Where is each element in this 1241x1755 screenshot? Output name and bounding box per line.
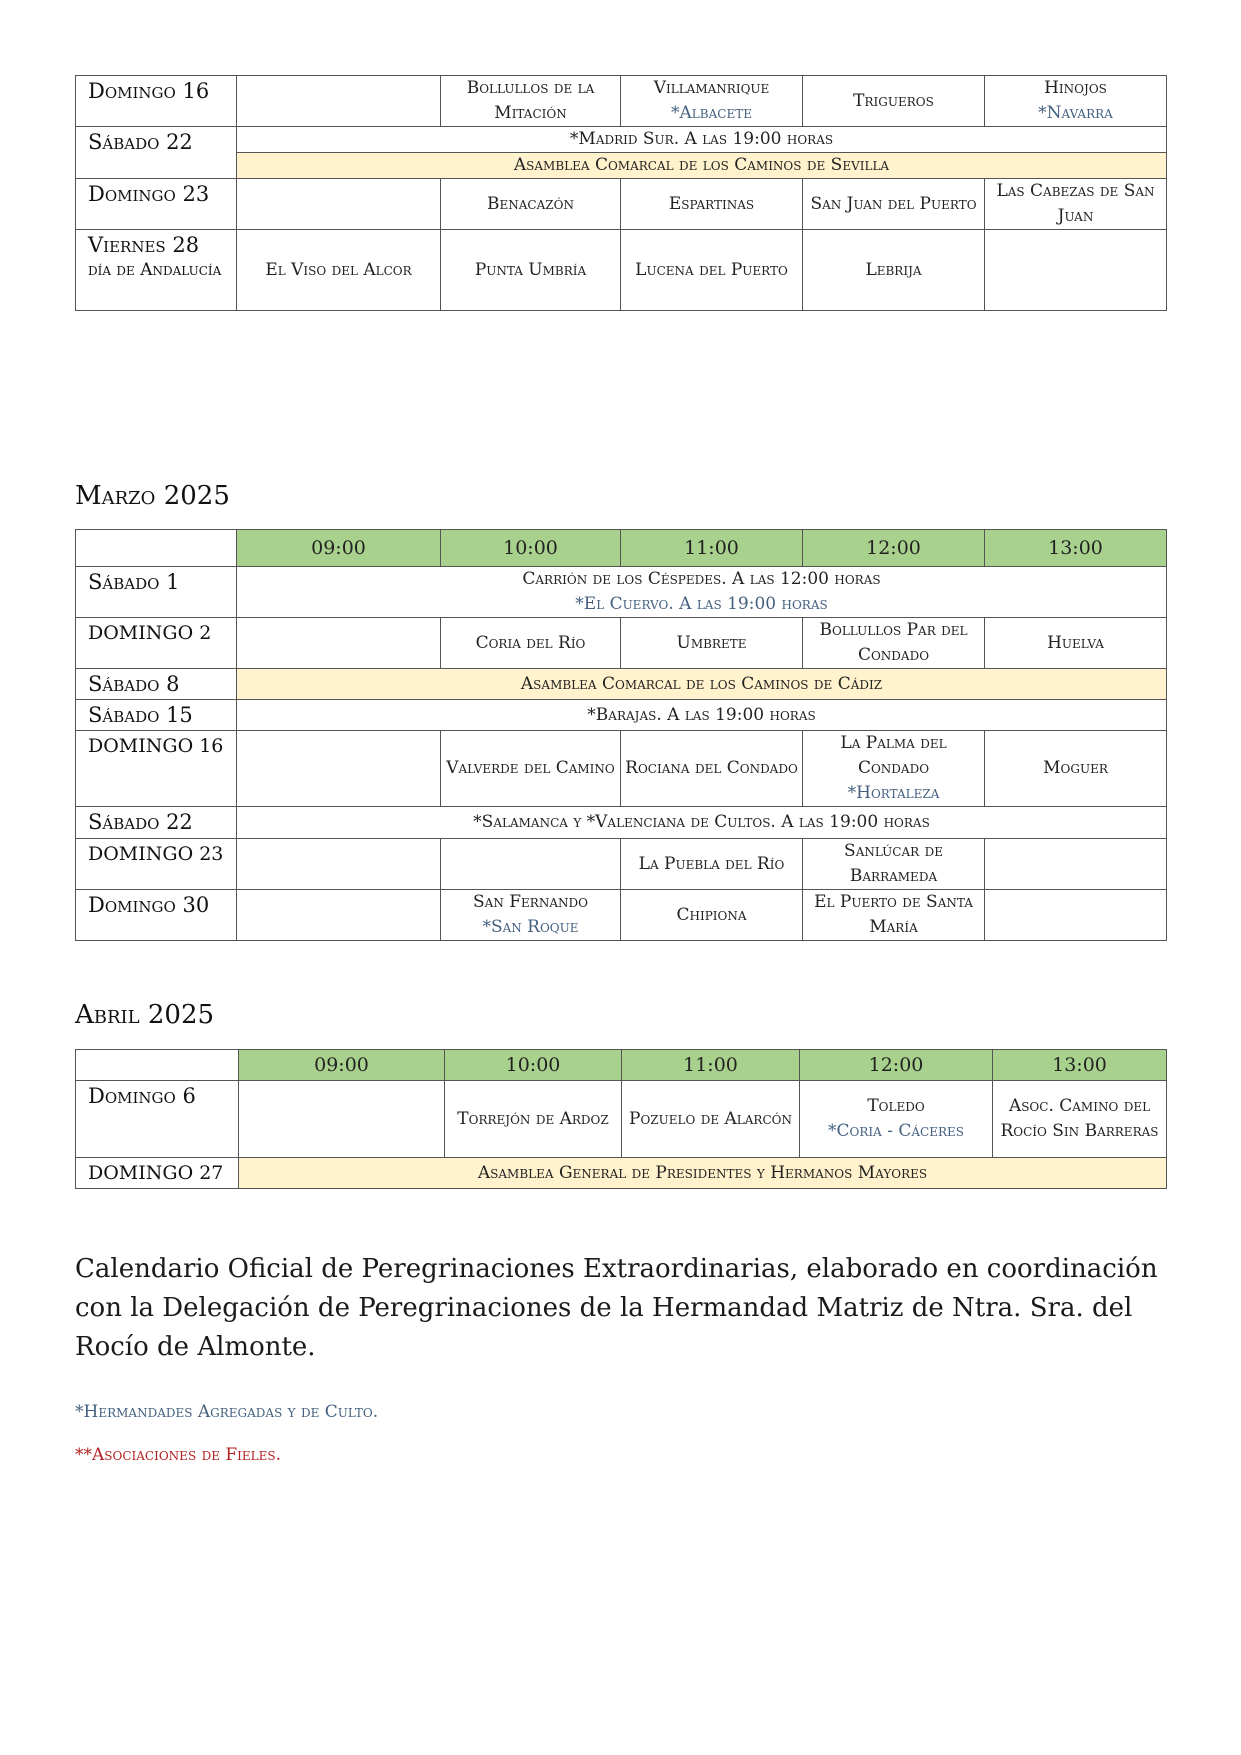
cell-1200: San Juan del Puerto [803, 179, 985, 230]
cell-1100: Espartinas [621, 179, 803, 230]
cell-1100: Chipiona [621, 890, 803, 941]
cell-1300: Asoc. Camino del Rocío Sin Barreras [993, 1081, 1167, 1158]
cell-1300: Huelva [985, 618, 1167, 669]
span-cell: *Madrid Sur. A las 19:00 horas [237, 127, 1167, 153]
legend-agregadas: *Hermandades Agregadas y de Culto. [75, 1402, 379, 1422]
table-row [76, 669, 1167, 700]
hour-header: 11:00 [621, 530, 803, 567]
agregada-text: *El Cuervo. A las 19:00 horas [575, 594, 828, 614]
cell-1200: El Puerto de Santa María [803, 890, 985, 941]
cell-0900 [237, 731, 441, 807]
table-row [76, 153, 1167, 179]
cell-text: Hinojos [1044, 78, 1107, 98]
agregada-text: *Coria - Cáceres [828, 1121, 964, 1141]
hour-header: 10:00 [445, 1050, 622, 1081]
cell-1100 [621, 76, 803, 127]
table-row [76, 839, 1167, 890]
cell-1200: Sanlúcar de Barrameda [803, 839, 985, 890]
day-subtitle: día de Andalucía [88, 260, 222, 280]
day-label: DOMINGO 16 [76, 731, 237, 807]
cell-0900 [237, 890, 441, 941]
cell-1100: Umbrete [621, 618, 803, 669]
day-label: Domingo 23 [76, 179, 237, 230]
day-label: Domingo 6 [76, 1081, 239, 1158]
cell-1000: Valverde del Camino [441, 731, 621, 807]
cell-text: Toledo [867, 1096, 925, 1116]
cell-1100: Rociana del Condado [621, 731, 803, 807]
hour-header: 10:00 [441, 530, 621, 567]
cell-1100: Lucena del Puerto [621, 230, 803, 311]
cell-1300: Las Cabezas de San Juan [985, 179, 1167, 230]
cell-0900 [237, 618, 441, 669]
cell-1000: Torrejón de Ardoz [445, 1081, 622, 1158]
hour-header: 12:00 [800, 1050, 993, 1081]
day-label: Domingo 30 [76, 890, 237, 941]
table-row [76, 567, 1167, 618]
span-cell: *Barajas. A las 19:00 horas [237, 700, 1167, 731]
cell-1100: Pozuelo de Alarcón [622, 1081, 800, 1158]
day-label: Sábado 15 [76, 700, 237, 731]
hour-header: 13:00 [993, 1050, 1167, 1081]
day-label: DOMINGO 2 [76, 618, 237, 669]
cell-1000: Punta Umbría [441, 230, 621, 311]
day-label: Domingo 16 [76, 76, 237, 127]
cell-1200: Bollullos Par del Condado [803, 618, 985, 669]
cell-1300 [985, 76, 1167, 127]
hour-header: 12:00 [803, 530, 985, 567]
table-row [76, 230, 1167, 311]
legend-asociaciones: **Asociaciones de Fieles. [75, 1445, 282, 1465]
cell-1200: Lebrija [803, 230, 985, 311]
agregada-text: *San Roque [482, 917, 579, 937]
table-row [76, 179, 1167, 230]
table-row [76, 127, 1167, 153]
hour-header: 09:00 [239, 1050, 445, 1081]
day-label: Sábado 22 [76, 127, 237, 179]
agregada-text: *Albacete [671, 103, 752, 123]
table-row [76, 76, 1167, 127]
span-cell: *Salamanca y *Valenciana de Cultos. A las 19:00 horas [237, 807, 1167, 839]
table-row [76, 1158, 1167, 1189]
agregada-text: *Hortaleza [847, 783, 940, 803]
cell-1000 [441, 839, 621, 890]
cell-1000 [441, 890, 621, 941]
cell-1200 [800, 1081, 993, 1158]
header-row [76, 530, 1167, 567]
table-row [76, 731, 1167, 807]
cell-1200: Trigueros [803, 76, 985, 127]
assembly-cell: Asamblea Comarcal de los Caminos de Sevilla [237, 153, 1167, 179]
cell-1300 [985, 890, 1167, 941]
cell-text: San Fernando [473, 892, 588, 912]
day-label: DOMINGO 23 [76, 839, 237, 890]
agregada-text: *Navarra [1038, 103, 1113, 123]
cell-text: La Palma del Condado [840, 733, 947, 778]
april-title: Abril 2025 [75, 1000, 215, 1030]
march-title: Marzo 2025 [75, 481, 230, 511]
day-label: DOMINGO 27 [76, 1158, 239, 1189]
day-label: Sábado 1 [76, 567, 237, 618]
table-row [76, 1081, 1167, 1158]
cell-1000: Bollullos de la Mitación [441, 76, 621, 127]
february-table [75, 75, 1167, 311]
cell-1200 [803, 731, 985, 807]
cell-1000: Benacazón [441, 179, 621, 230]
cell-1000: Coria del Río [441, 618, 621, 669]
day-name: Viernes 28 [88, 233, 200, 257]
cell-1300 [985, 230, 1167, 311]
cell-text: Villamanrique [653, 78, 770, 98]
table-row [76, 807, 1167, 839]
table-row [76, 618, 1167, 669]
assembly-cell: Asamblea Comarcal de los Caminos de Cádiz [237, 669, 1167, 700]
table-row [76, 700, 1167, 731]
span-cell [237, 567, 1167, 618]
march-table [75, 529, 1167, 941]
span-line: Carrión de los Céspedes. A las 12:00 horas [522, 569, 881, 589]
hour-header: 11:00 [622, 1050, 800, 1081]
cell-0900 [237, 839, 441, 890]
header-blank [76, 530, 237, 567]
header-row [76, 1050, 1167, 1081]
day-label [76, 230, 237, 311]
cell-1100: La Puebla del Río [621, 839, 803, 890]
cell-0900: El Viso del Alcor [237, 230, 441, 311]
cell-1300: Moguer [985, 731, 1167, 807]
april-table [75, 1049, 1167, 1189]
header-blank [76, 1050, 239, 1081]
table-row [76, 890, 1167, 941]
assembly-cell: Asamblea General de Presidentes y Hermanos Mayores [239, 1158, 1167, 1189]
cell-0900 [237, 76, 441, 127]
cell-0900 [237, 179, 441, 230]
hour-header: 13:00 [985, 530, 1167, 567]
cell-0900 [239, 1081, 445, 1158]
day-label: Sábado 22 [76, 807, 237, 839]
hour-header: 09:00 [237, 530, 441, 567]
day-label: Sábado 8 [76, 669, 237, 700]
calendar-note: Calendario Oficial de Peregrinaciones Extraordinarias, elaborado en coordinación con la Delegación de Peregrinaciones de la Hermandad Matriz de Ntra. Sra. del Rocío de Almonte. [75, 1254, 1158, 1362]
cell-1300 [985, 839, 1167, 890]
